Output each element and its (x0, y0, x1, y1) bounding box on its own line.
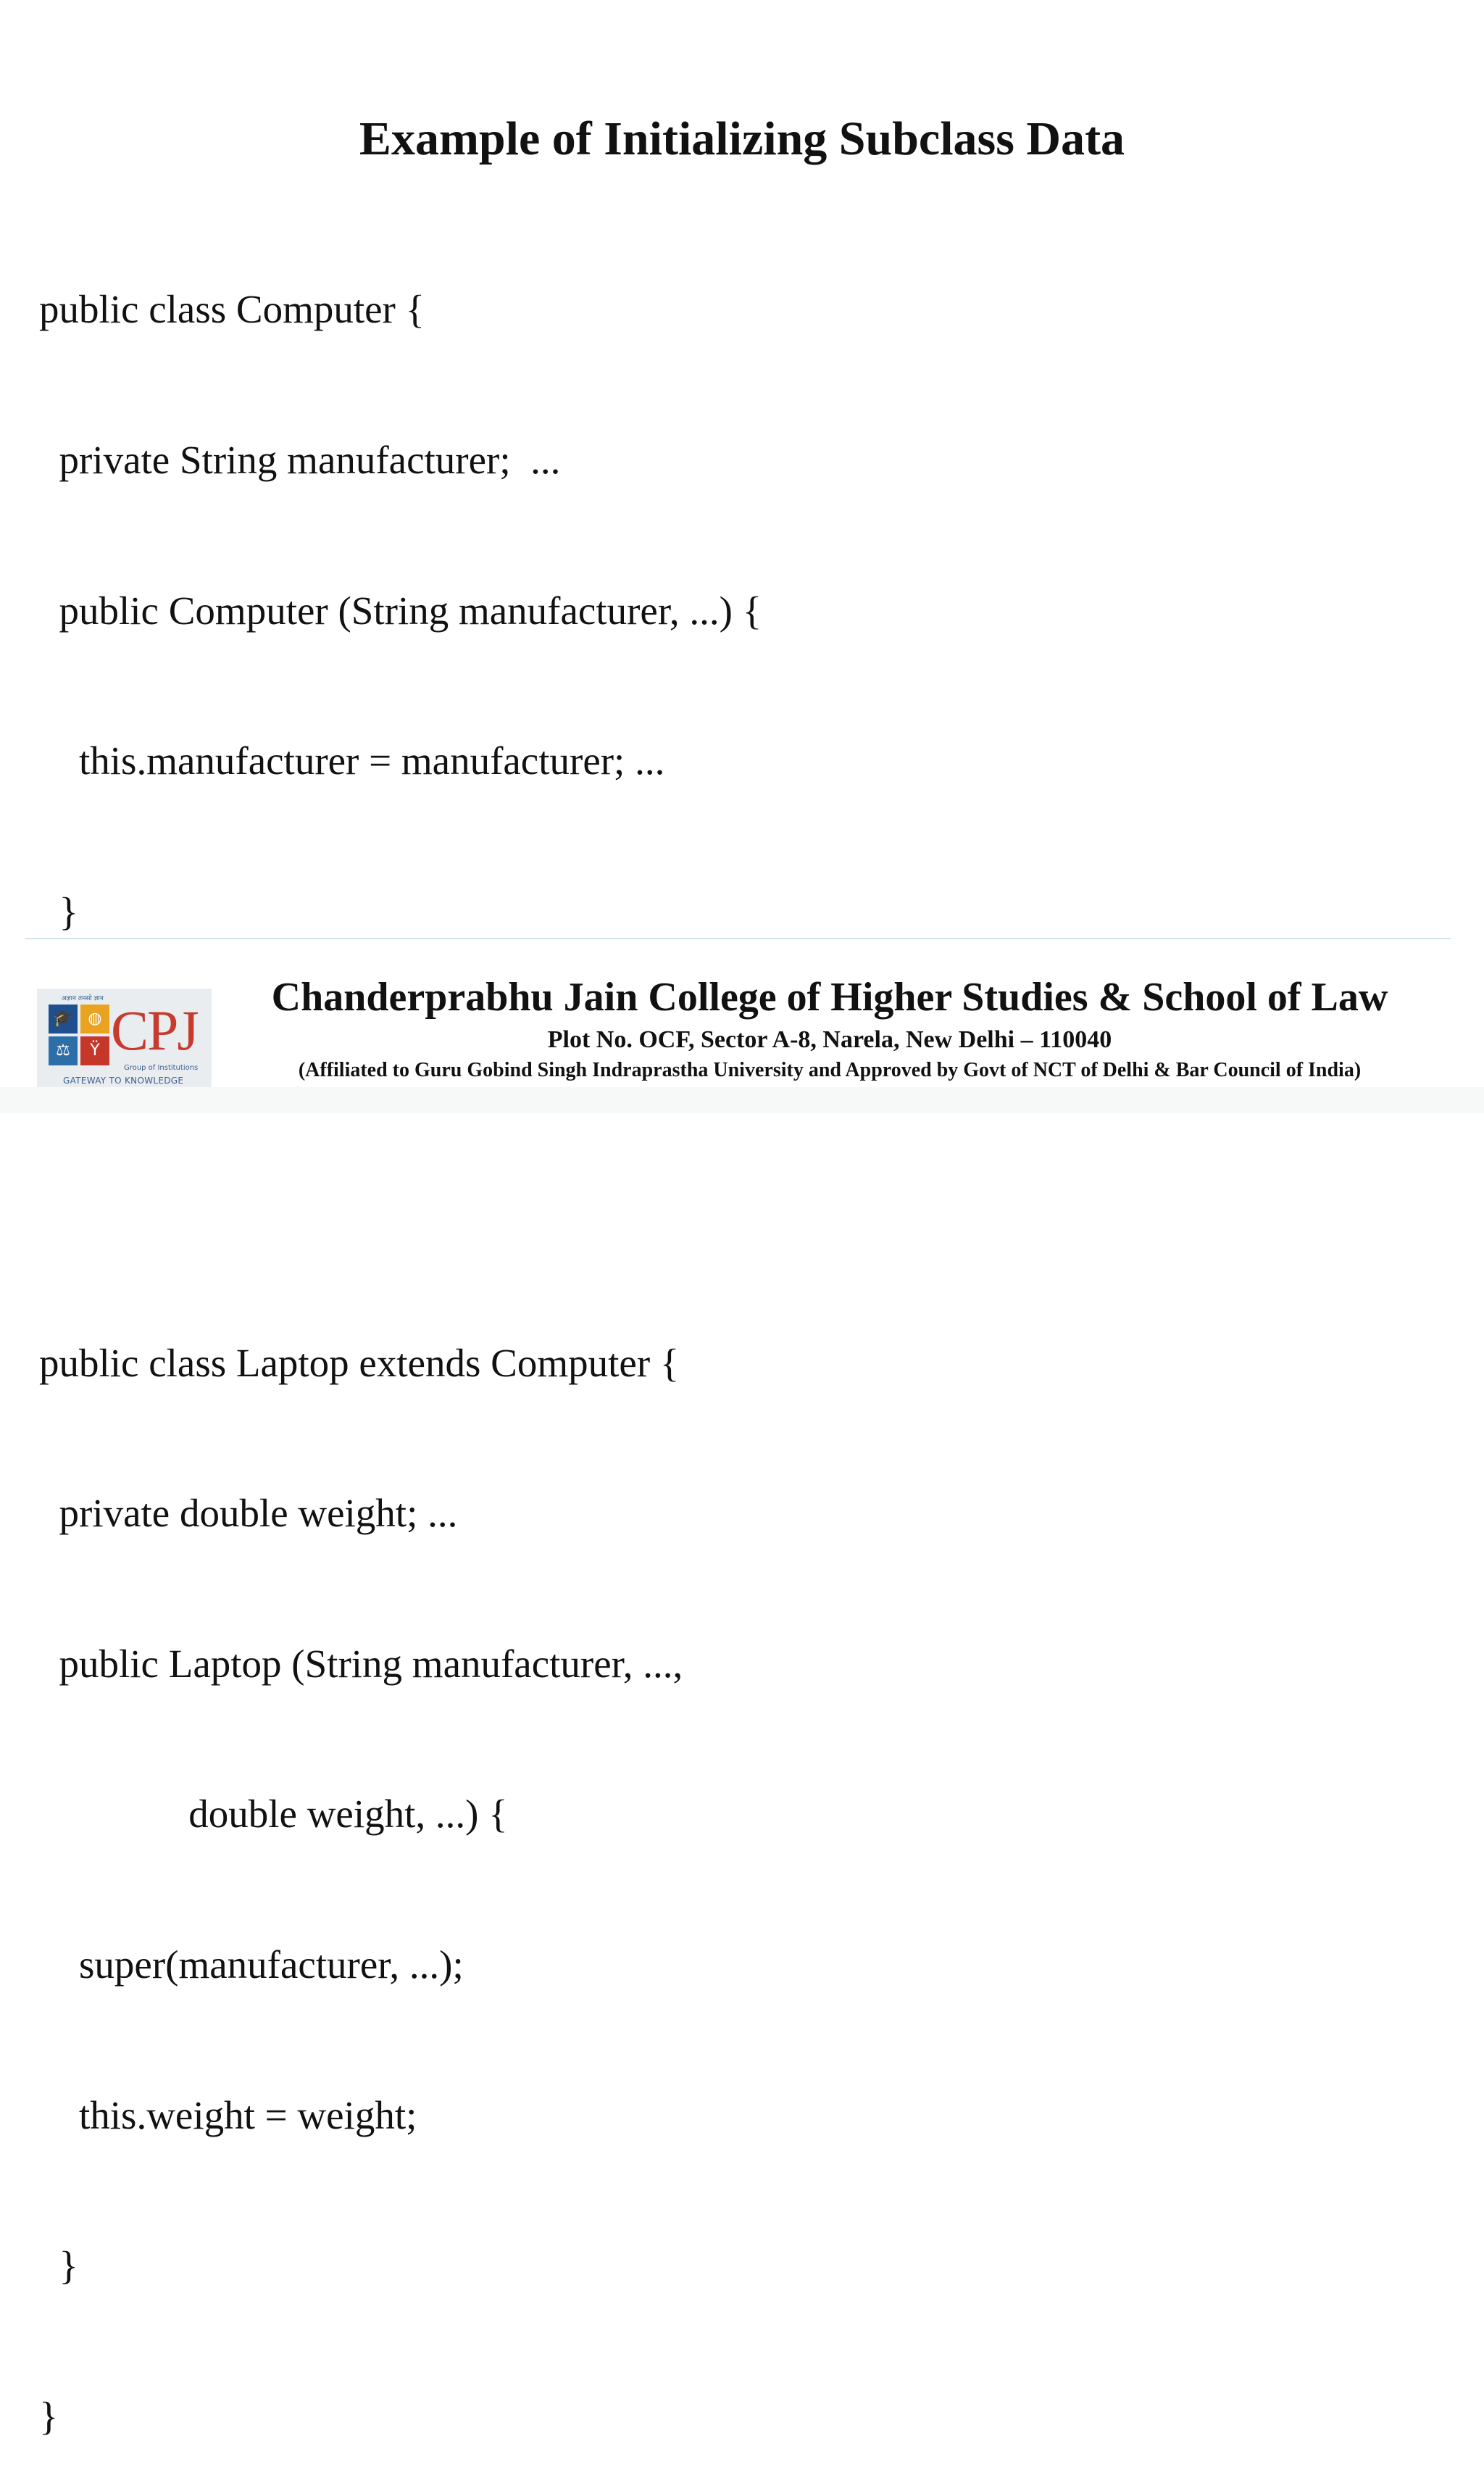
person-icon: Ÿ (80, 1036, 109, 1065)
slide-title: Example of Initializing Subclass Data (359, 112, 1125, 165)
footer-strip (0, 1087, 1484, 1113)
code-line: this.weight = weight; (39, 2092, 417, 2137)
code-line: private double weight; ... (39, 1491, 458, 1536)
globe-icon: ◍ (80, 1005, 109, 1034)
footer-divider (25, 938, 1451, 939)
logo-gateway-text: GATEWAY TO KNOWLEDGE (63, 1076, 184, 1086)
code-line: double weight, ...) { (39, 1792, 508, 1837)
code-line: public class Computer { (39, 287, 425, 332)
code-line: public Laptop (String manufacturer, ..., (39, 1641, 683, 1686)
code-line: } (39, 889, 78, 933)
code-line: private String manufacturer; ... (39, 438, 561, 482)
college-name: Chanderprabhu Jain College of Higher Studies & School of Law (271, 975, 1388, 1020)
code-line: } (39, 2393, 59, 2438)
logo-tagline: अज्ञान तमसो ज्ञान (62, 995, 104, 1002)
graduation-cap-icon: 🎓 (49, 1005, 78, 1034)
logo-wordmark: CPJ (111, 999, 198, 1062)
college-address: Plot No. OCF, Sector A-8, Narela, New Delhi – 110040 (547, 1026, 1112, 1053)
college-logo (37, 989, 212, 1087)
code-line: super(manufacturer, ...); (39, 1942, 464, 1987)
scales-icon: ⚖ (49, 1036, 78, 1065)
code-line: public class Laptop extends Computer { (39, 1340, 680, 1385)
logo-emblem (49, 1005, 109, 1065)
code-line: public Computer (String manufacturer, ...) { (39, 588, 762, 633)
code-line: } (39, 2243, 78, 2288)
code-line: this.manufacturer = manufacturer; ... (39, 739, 665, 783)
college-affiliation: (Affiliated to Guru Gobind Singh Indraprastha University and Approved by Govt of NCT of Delhi & Bar Council of India) (298, 1059, 1362, 1081)
code-line (39, 1187, 762, 1237)
logo-subtitle: Group of Institutions (124, 1064, 199, 1072)
code-block (39, 184, 762, 2491)
